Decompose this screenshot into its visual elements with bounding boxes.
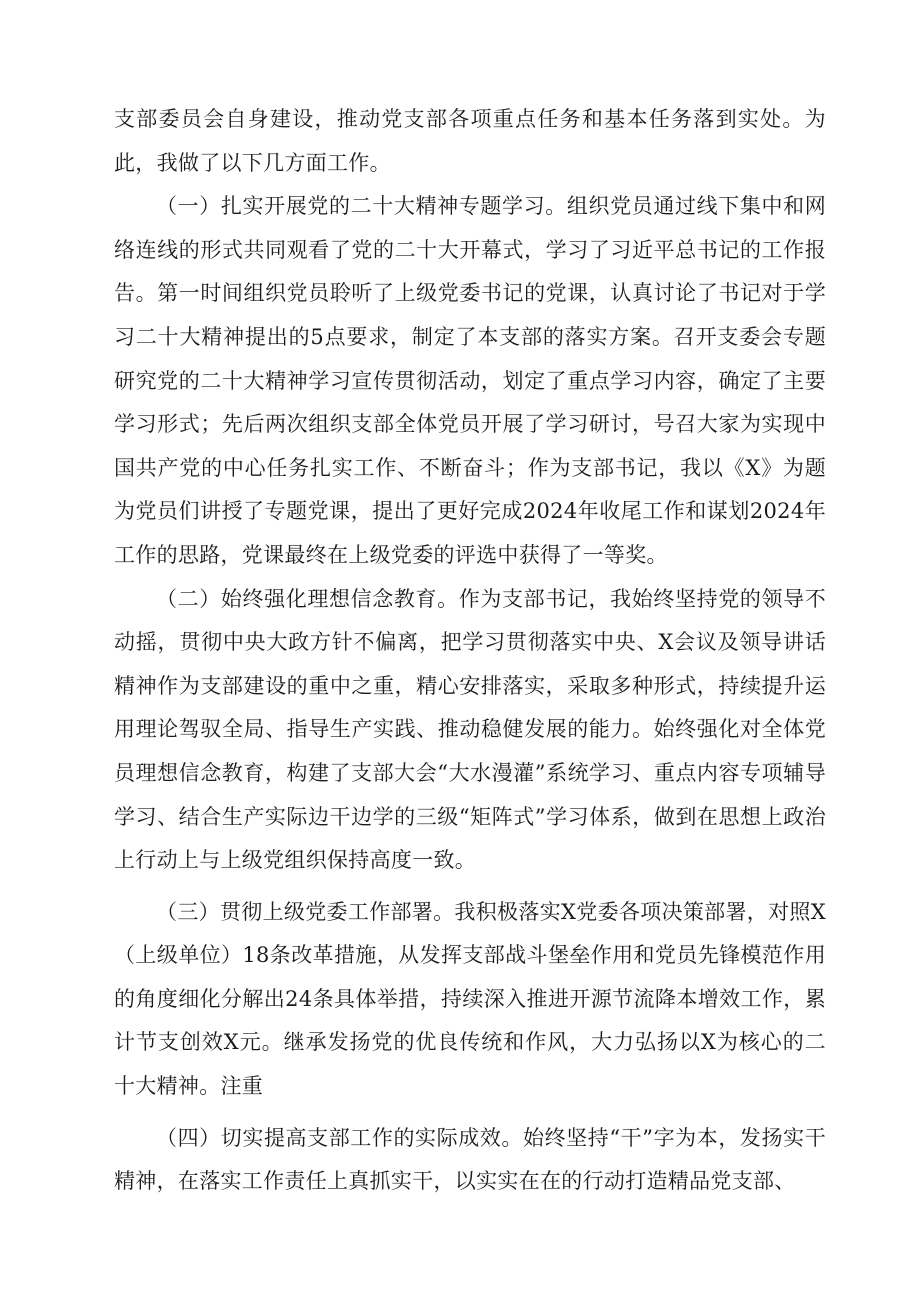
paragraph-section-4: （四）切实提高支部工作的实际成效。始终坚持“干”字为本，发扬实干精神，在落实工作责任上真抓实干，以实实在在的行动打造精品党支部、 <box>114 1125 826 1194</box>
paragraph-section-3: （三）贯彻上级党委工作部署。我积极落实X党委各项决策部署，对照X（上级单位）18条改革措施，从发挥支部战斗堡垒作用和党员先锋模范作用的角度细化分解出24条具体举措，持续深入推进开源节流降本增效工作，累计节支创效X元。继承发扬党的优良传统和作风，大力弘扬以X为核心的二十大精神。注重 <box>114 899 826 1099</box>
paragraph-section-2: （二）始终强化理想信念教育。作为支部书记，我始终坚持党的领导不动摇，贯彻中央大政方针不偏离，把学习贯彻落实中央、X会议及领导讲话精神作为支部建设的重中之重，精心安排落实，采取多种形式，持续提升运用理论驾驭全局、指导生产实践、推动稳健发展的能力。始终强化对全体党员理想信念教育，构建了支部大会“大水漫灌”系统学习、重点内容专项辅导学习、结合生产实际边干边学的三级“矩阵式”学习体系，做到在思想上政治上行动上与上级党组织保持高度一致。 <box>114 586 826 873</box>
paragraph-intro: 支部委员会自身建设，推动党支部各项重点任务和基本任务落到实处。为此，我做了以下几方面工作。 <box>114 107 826 175</box>
document-body <box>114 98 826 1204</box>
paragraph-section-1: （一）扎实开展党的二十大精神专题学习。组织党员通过线下集中和网络连线的形式共同观看了党的二十大开幕式，学习了习近平总书记的工作报告。第一时间组织党员聆听了上级党委书记的党课，认真讨论了书记对于学习二十大精神提出的5点要求，制定了本支部的落实方案。召开支委会专题研究党的二十大精神学习宣传贯彻活动，划定了重点学习内容，确定了主要学习形式；先后两次组织支部全体党员开展了学习研讨，号召大家为实现中国共产党的中心任务扎实工作、不断奋斗；作为支部书记，我以《X》为题为党员们讲授了专题党课，提出了更好完成2024年收尾工作和谋划2024年工作的思路，党课最终在上级党委的评选中获得了一等奖。 <box>114 194 826 567</box>
